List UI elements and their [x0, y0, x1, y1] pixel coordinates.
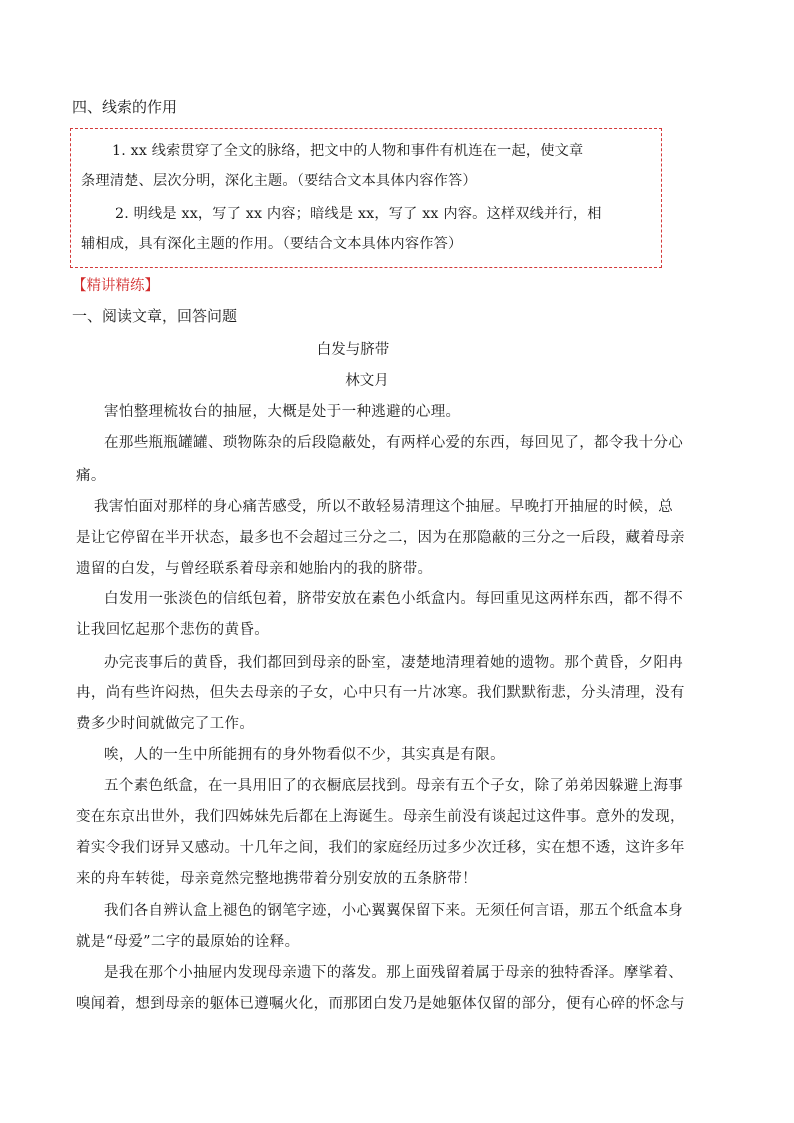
section-heading: 四、线索的作用 — [72, 98, 178, 116]
article-line: 让我回忆起那个悲伤的黄昏。 — [76, 622, 270, 638]
article-title: 白发与脐带 — [316, 342, 390, 358]
article-line: 白发用一张淡色的信纸包着，脐带安放在素色小纸盒内。每回重见这两样东西，都不得不 — [104, 591, 684, 607]
article-line: 嗅闻着，想到母亲的躯体已遵嘱火化，而那团白发乃是她躯体仅留的部分，便有心碎的怀念与 — [76, 996, 685, 1012]
article-line: 在那些瓶瓶罐罐、琐物陈杂的后段隐蔽处，有两样心爱的东西，每回见了，都令我十分心 — [104, 435, 684, 451]
article-line: 着实令我们讶异又感动。十几年之间，我们的家庭经历过多少次迁移，实在想不透，这许多年 — [76, 840, 685, 856]
article-line: 五个素色纸盒，在一具用旧了的衣橱底层找到。母亲有五个子女，除了弟弟因躲避上海事 — [104, 778, 684, 794]
question-heading: 一、阅读文章，回答问题 — [72, 307, 238, 325]
article-line: 是我在那个小抽屉内发现母亲遗下的落发。那上面残留着属于母亲的独特香泽。摩挲着、 — [104, 965, 684, 981]
article-line: 就是“母爱”二字的最原始的诠释。 — [76, 934, 300, 950]
tip-line-4: 辅相成，具有深化主题的作用。（要结合文本具体内容作答） — [81, 236, 463, 252]
practice-tag: 【精讲精练】 — [72, 278, 159, 294]
article-line: 费多少时间就做完了工作。 — [76, 716, 255, 732]
article-line: 唉，人的一生中所能拥有的身外物看似不少，其实真是有限。 — [104, 747, 505, 763]
article-line: 来的舟车转徙，母亲竟然完整地携带着分别安放的五条脐带！ — [76, 871, 477, 887]
article-line: 冉，尚有些许闷热，但失去母亲的子女，心中只有一片冰寒。我们默默衔悲，分头清理，没有 — [76, 685, 685, 701]
article-line: 我害怕面对那样的身心痛苦感受，所以不敢轻易清理这个抽屉。早晚打开抽屉的时候，总 — [94, 499, 674, 515]
article-line: 痛。 — [76, 468, 106, 484]
tip-line-3: 2. 明线是 xx，写了 xx 内容；暗线是 xx，写了 xx 内容。这样双线并行，相 — [115, 206, 602, 222]
article-line: 变在东京出世外，我们四姊妹先后都在上海诞生。母亲生前没有谈起过这件事。意外的发现， — [76, 809, 685, 825]
article-author: 林文月 — [345, 373, 389, 389]
tip-line-1: 1. xx 线索贯穿了全文的脉络，把文中的人物和事件有机连在一起，使文章 — [112, 143, 584, 159]
article-line: 害怕整理梳妆台的抽屉，大概是处于一种逃避的心理。 — [104, 404, 461, 420]
article-line: 我们各自辨认盒上褪色的钢笔字迹，小心翼翼保留下来。无须任何言语，那五个纸盒本身 — [104, 903, 684, 919]
article-line: 办完丧事后的黄昏，我们都回到母亲的卧室，凄楚地清理着她的遗物。那个黄昏，夕阳冉 — [104, 655, 684, 671]
article-line: 是让它停留在半开状态，最多也不会超过三分之二，因为在那隐蔽的三分之一后段，藏着母亲 — [76, 530, 685, 546]
article-line: 遗留的白发，与曾经联系着母亲和她胎内的我的脐带。 — [76, 561, 433, 577]
tip-line-2: 条理清楚、层次分明，深化主题。（要结合文本具体内容作答） — [81, 173, 477, 189]
